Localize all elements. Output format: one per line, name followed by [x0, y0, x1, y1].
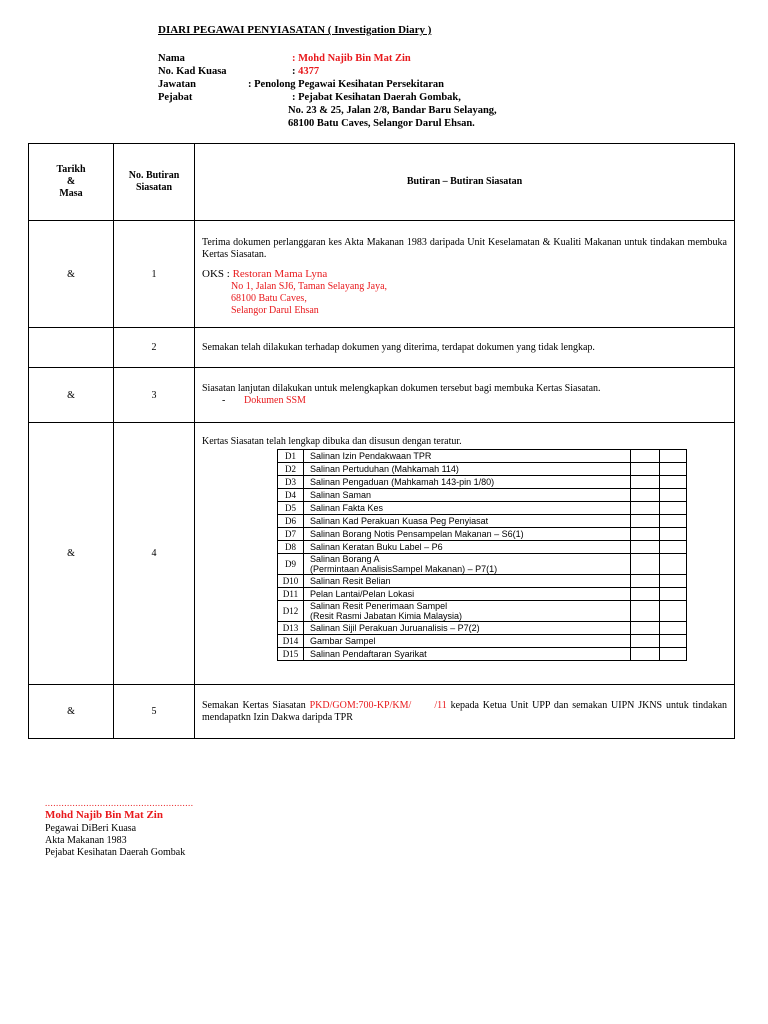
nama-label: Nama: [158, 53, 185, 64]
doc-row: [278, 476, 687, 489]
pejabat-value: : Pejabat Kesihatan Daerah Gombak,: [292, 92, 461, 103]
doc-code: D12: [278, 601, 304, 622]
doc-description: Salinan Pengaduan (Mahkamah 143-pin 1/80): [304, 476, 631, 489]
doc-check-cell: [631, 489, 660, 502]
row-1-text: Terima dokumen perlanggaran kes Akta Makanan 1983 daripada Unit Keselamatan & Kualiti Makanan untuk tindakan membuka Kertas Siasatan.: [202, 237, 727, 260]
signature-name: Mohd Najib Bin Mat Zin: [45, 809, 163, 821]
doc-remark-cell: [660, 575, 687, 588]
doc-row: [278, 528, 687, 541]
doc-row: [278, 450, 687, 463]
pejabat-label: Pejabat: [158, 92, 193, 103]
doc-row: [278, 575, 687, 588]
jawatan-value: : Penolong Pegawai Kesihatan Persekitaran: [248, 79, 444, 90]
doc-code: D11: [278, 588, 304, 601]
doc-description: Salinan Borang Notis Pensampelan Makanan – S6(1): [304, 528, 631, 541]
oks-address-2: 68100 Batu Caves,: [231, 293, 307, 304]
doc-check-cell: [631, 476, 660, 489]
doc-description: Salinan Saman: [304, 489, 631, 502]
doc-check-cell: [631, 515, 660, 528]
doc-description: Salinan Sijil Perakuan Juruanalisis – P7(2): [304, 622, 631, 635]
doc-remark-cell: [660, 515, 687, 528]
row-1-tarikh: &: [29, 221, 114, 328]
doc-code: D7: [278, 528, 304, 541]
oks-address-1: No 1, Jalan SJ6, Taman Selayang Jaya,: [231, 281, 388, 292]
doc-code: D5: [278, 502, 304, 515]
row-2-tarikh: [29, 328, 114, 368]
table-header-row: [29, 144, 735, 221]
doc-remark-cell: [660, 622, 687, 635]
table-row: [29, 685, 735, 739]
nama-value: : Mohd Najib Bin Mat Zin: [292, 53, 411, 64]
doc-row: [278, 635, 687, 648]
kad-kuasa-value: : 4377: [292, 66, 320, 77]
doc-check-cell: [631, 575, 660, 588]
doc-row: [278, 515, 687, 528]
doc-remark-cell: [660, 463, 687, 476]
doc-code: D10: [278, 575, 304, 588]
doc-description: Gambar Sampel: [304, 635, 631, 648]
doc-remark-cell: [660, 528, 687, 541]
doc-code: D15: [278, 648, 304, 661]
doc-check-cell: [631, 541, 660, 554]
oks-line: OKS : Restoran Mama Lyna: [202, 268, 328, 280]
doc-remark-cell: [660, 635, 687, 648]
doc-code: D3: [278, 476, 304, 489]
row-4-text: Kertas Siasatan telah lengkap dibuka dan disusun dengan teratur.: [202, 436, 462, 447]
row-1-butiran: [195, 221, 735, 328]
row-4-butiran: [195, 423, 735, 685]
row-3-tarikh: &: [29, 368, 114, 423]
header-butiran: Butiran – Butiran Siasatan: [195, 144, 735, 221]
doc-check-cell: [631, 635, 660, 648]
row-2-no: 2: [114, 328, 195, 368]
signature-act: Akta Makanan 1983: [45, 835, 127, 846]
doc-remark-cell: [660, 588, 687, 601]
doc-row: [278, 489, 687, 502]
signature-title: Pegawai DiBeri Kuasa: [45, 823, 137, 834]
doc-code: D2: [278, 463, 304, 476]
header-tarikh-masa: Tarikh & Masa: [29, 144, 114, 221]
doc-description: Salinan Resit Penerimaan Sampel (Resit Rasmi Jabatan Kimia Malaysia): [304, 601, 631, 622]
doc-check-cell: [631, 463, 660, 476]
table-row: [29, 368, 735, 423]
row-5-tarikh: &: [29, 685, 114, 739]
doc-description: Salinan Pertuduhan (Mahkamah 114): [304, 463, 631, 476]
table-row: [29, 221, 735, 328]
doc-row: [278, 601, 687, 622]
doc-check-cell: [631, 502, 660, 515]
doc-check-cell: [631, 528, 660, 541]
doc-code: D1: [278, 450, 304, 463]
signature-line: ......................................................: [45, 798, 194, 808]
pejabat-address-line3: 68100 Batu Caves, Selangor Darul Ehsan.: [288, 118, 475, 129]
row-3-butiran: [195, 368, 735, 423]
kertas-siasatan-ref: PKD/GOM:700-KP/KM/ /11: [309, 699, 447, 711]
doc-check-cell: [631, 622, 660, 635]
doc-check-cell: [631, 601, 660, 622]
doc-description: Salinan Resit Belian: [304, 575, 631, 588]
row-5-butiran: Semakan Kertas Siasatan PKD/GOM:700-KP/KM/ /11 kepada Ketua Unit UPP dan semakan UIPN JKNS untuk tindakan mendapatkn Izin Dakwa daripda TPR: [195, 685, 735, 739]
doc-description: Pelan Lantai/Pelan Lokasi: [304, 588, 631, 601]
doc-check-cell: [631, 588, 660, 601]
doc-code: D8: [278, 541, 304, 554]
document-list-table: [277, 449, 687, 661]
doc-row: [278, 463, 687, 476]
kad-kuasa-label: No. Kad Kuasa: [158, 66, 227, 77]
doc-remark-cell: [660, 541, 687, 554]
row-3-no: 3: [114, 368, 195, 423]
jawatan-label: Jawatan: [158, 79, 196, 90]
doc-remark-cell: [660, 601, 687, 622]
row-4-no: 4: [114, 423, 195, 685]
doc-code: D4: [278, 489, 304, 502]
doc-remark-cell: [660, 489, 687, 502]
doc-row: [278, 502, 687, 515]
doc-code: D13: [278, 622, 304, 635]
doc-check-cell: [631, 450, 660, 463]
table-row: [29, 328, 735, 368]
doc-remark-cell: [660, 476, 687, 489]
document-title: DIARI PEGAWAI PENYIASATAN ( Investigation Diary ): [158, 24, 432, 36]
doc-row: [278, 588, 687, 601]
header-no-butiran: No. Butiran Siasatan: [114, 144, 195, 221]
doc-check-cell: [631, 554, 660, 575]
doc-description: Salinan Fakta Kes: [304, 502, 631, 515]
row-3-text: Siasatan lanjutan dilakukan untuk melengkapkan dokumen tersebut bagi membuka Kertas Siasatan.: [202, 383, 601, 394]
doc-row: [278, 554, 687, 575]
oks-address-3: Selangor Darul Ehsan: [231, 305, 319, 316]
doc-remark-cell: [660, 450, 687, 463]
doc-row: [278, 541, 687, 554]
doc-description: Salinan Kad Perakuan Kuasa Peg Penyiasat: [304, 515, 631, 528]
doc-description: Salinan Pendaftaran Syarikat: [304, 648, 631, 661]
investigation-table: [28, 143, 735, 739]
doc-remark-cell: [660, 648, 687, 661]
row-1-no: 1: [114, 221, 195, 328]
doc-description: Salinan Borang A (Permintaan AnalisisSampel Makanan) – P7(1): [304, 554, 631, 575]
doc-remark-cell: [660, 554, 687, 575]
doc-description: Salinan Keratan Buku Label – P6: [304, 541, 631, 554]
doc-code: D6: [278, 515, 304, 528]
row-2-butiran: Semakan telah dilakukan terhadap dokumen yang diterima, terdapat dokumen yang tidak lengkap.: [195, 328, 735, 368]
doc-description: Salinan Izin Pendakwaan TPR: [304, 450, 631, 463]
doc-row: [278, 622, 687, 635]
row-5-no: 5: [114, 685, 195, 739]
table-row: [29, 423, 735, 685]
signature-office: Pejabat Kesihatan Daerah Gombak: [45, 847, 186, 858]
row-4-tarikh: &: [29, 423, 114, 685]
doc-check-cell: [631, 648, 660, 661]
doc-code: D9: [278, 554, 304, 575]
doc-row: [278, 648, 687, 661]
doc-remark-cell: [660, 502, 687, 515]
doc-code: D14: [278, 635, 304, 648]
row-3-bullet: - Dokumen SSM: [222, 395, 306, 406]
pejabat-address-line2: No. 23 & 25, Jalan 2/8, Bandar Baru Selayang,: [288, 105, 497, 116]
